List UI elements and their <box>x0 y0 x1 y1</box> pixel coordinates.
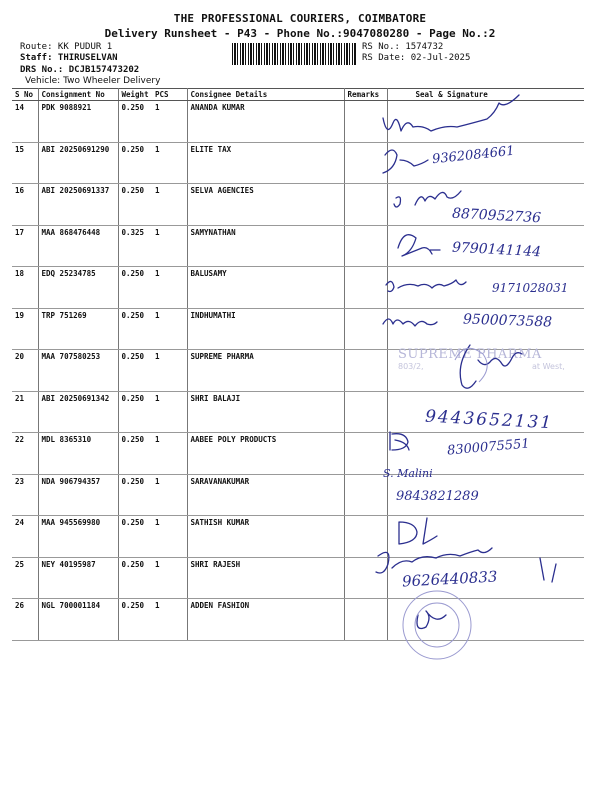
header-remarks: Remarks <box>344 89 387 101</box>
cell-consignment: NGL 700001184 <box>38 599 118 641</box>
cell-pcs: 1 <box>152 599 187 641</box>
handwritten-phone-22: 8300075551 <box>446 436 531 459</box>
handwritten-phone-21: 9443652131 <box>424 406 554 434</box>
cell-pcs: 1 <box>152 184 187 226</box>
handwritten-phone-15: 9362084661 <box>431 143 516 168</box>
route-label: Route: KK PUDUR 1 <box>20 42 113 52</box>
header-pcs: PCS <box>152 89 187 101</box>
table-header-row <box>12 89 584 101</box>
cell-pcs: 1 <box>152 101 187 143</box>
rs-number: RS No.: 1574732 <box>362 42 444 52</box>
cell-weight: 0.250 <box>118 184 152 226</box>
cell-consignee: SUPREME PHARMA <box>187 350 344 392</box>
company-title: THE PROFESSIONAL COURIERS, COIMBATORE <box>173 12 427 25</box>
cell-consignee: ADDEN FASHION <box>187 599 344 641</box>
cell-weight: 0.250 <box>118 308 152 350</box>
table-row <box>12 101 584 143</box>
header-weight: Weight <box>118 89 152 101</box>
cell-sno: 26 <box>12 599 38 641</box>
table-row <box>12 599 584 641</box>
cell-remarks <box>344 557 387 599</box>
cell-consignee: BALUSAMY <box>187 267 344 309</box>
drs-number: DRS No.: DCJB157473202 <box>20 65 140 75</box>
cell-pcs: 1 <box>152 433 187 475</box>
cell-signature <box>387 599 584 641</box>
cell-weight: 0.250 <box>118 350 152 392</box>
cell-remarks <box>344 184 387 226</box>
cell-sno: 16 <box>12 184 38 226</box>
handwritten-phone-23: 9843821289 <box>396 489 479 504</box>
table-row <box>12 557 584 599</box>
cell-remarks <box>344 308 387 350</box>
cell-consignment: NEY 40195987 <box>38 557 118 599</box>
table-row <box>12 474 584 516</box>
cell-consignee: SATHISH KUMAR <box>187 516 344 558</box>
cell-consignee: SHRI RAJESH <box>187 557 344 599</box>
cell-weight: 0.250 <box>118 557 152 599</box>
cell-weight: 0.250 <box>118 516 152 558</box>
handwritten-phone-25: 9626440833 <box>401 567 498 591</box>
cell-pcs: 1 <box>152 516 187 558</box>
cell-sno: 15 <box>12 142 38 184</box>
cell-weight: 0.250 <box>118 142 152 184</box>
cell-sno: 17 <box>12 225 38 267</box>
cell-pcs: 1 <box>152 391 187 433</box>
cell-consignee: SARAVANAKUMAR <box>187 474 344 516</box>
cell-pcs: 1 <box>152 308 187 350</box>
cell-pcs: 1 <box>152 142 187 184</box>
cell-remarks <box>344 225 387 267</box>
cell-consignee: ELITE TAX <box>187 142 344 184</box>
cell-consignment: NDA 906794357 <box>38 474 118 516</box>
cell-sno: 18 <box>12 267 38 309</box>
cell-sno: 19 <box>12 308 38 350</box>
cell-consignment: ABI 20250691290 <box>38 142 118 184</box>
table-row <box>12 516 584 558</box>
cell-consignment: PDK 9088921 <box>38 101 118 143</box>
cell-weight: 0.250 <box>118 391 152 433</box>
cell-consignment: MAA 868476448 <box>38 225 118 267</box>
cell-consignment: ABI 20250691337 <box>38 184 118 226</box>
cell-remarks <box>344 599 387 641</box>
cell-weight: 0.250 <box>118 101 152 143</box>
cell-weight: 0.250 <box>118 599 152 641</box>
handwritten-phone-16: 8870952736 <box>451 205 542 227</box>
cell-pcs: 1 <box>152 350 187 392</box>
cell-sno: 24 <box>12 516 38 558</box>
cell-consignment: MDL 8365310 <box>38 433 118 475</box>
cell-remarks <box>344 433 387 475</box>
cell-pcs: 1 <box>152 225 187 267</box>
stamp-address-left: 803/2, <box>398 362 424 371</box>
cell-signature <box>387 516 584 558</box>
cell-sno: 20 <box>12 350 38 392</box>
cell-remarks <box>344 267 387 309</box>
cell-sno: 22 <box>12 433 38 475</box>
cell-remarks <box>344 350 387 392</box>
stamp-supreme-pharma: SUPREME PHARMA <box>398 347 542 362</box>
staff-label: Staff: THIRUSELVAN <box>20 53 118 63</box>
cell-consignee: INDHUMATHI <box>187 308 344 350</box>
cell-signature <box>387 101 584 143</box>
cell-weight: 0.250 <box>118 267 152 309</box>
handwritten-name-23: S. Malini <box>383 467 433 480</box>
cell-pcs: 1 <box>152 267 187 309</box>
cell-sno: 21 <box>12 391 38 433</box>
cell-sno: 14 <box>12 101 38 143</box>
stamp-address-right: at West, <box>532 362 565 371</box>
cell-remarks <box>344 474 387 516</box>
cell-remarks <box>344 391 387 433</box>
handwritten-phone-17: 9790141144 <box>451 239 542 261</box>
runsheet-title: Delivery Runsheet - P43 - Phone No.:9047080280 - Page No.:2 <box>104 27 496 40</box>
cell-consignment: EDQ 25234785 <box>38 267 118 309</box>
cell-consignee: SHRI BALAJI <box>187 391 344 433</box>
cell-remarks <box>344 142 387 184</box>
rs-date: RS Date: 02-Jul-2025 <box>362 53 471 63</box>
cell-weight: 0.325 <box>118 225 152 267</box>
runsheet-table <box>12 88 584 641</box>
handwritten-phone-19: 9500073588 <box>462 311 553 331</box>
cell-consignment: TRP 751269 <box>38 308 118 350</box>
barcode <box>232 43 357 65</box>
cell-sno: 25 <box>12 557 38 599</box>
handwritten-phone-18: 9171028031 <box>492 281 569 295</box>
header-seal: Seal & Signature <box>387 89 584 101</box>
header-sno: S No <box>12 89 38 101</box>
cell-consignment: ABI 20250691342 <box>38 391 118 433</box>
cell-weight: 0.250 <box>118 474 152 516</box>
header-consignment: Consignment No <box>38 89 118 101</box>
cell-sno: 23 <box>12 474 38 516</box>
cell-consignee: SELVA AGENCIES <box>187 184 344 226</box>
cell-remarks <box>344 101 387 143</box>
header-consignee: Consignee Details <box>187 89 344 101</box>
cell-consignment: MAA 707580253 <box>38 350 118 392</box>
cell-consignee: SAMYNATHAN <box>187 225 344 267</box>
vehicle-label: Vehicle: Two Wheeler Delivery <box>25 76 161 86</box>
cell-pcs: 1 <box>152 474 187 516</box>
cell-consignee: AABEE POLY PRODUCTS <box>187 433 344 475</box>
cell-weight: 0.250 <box>118 433 152 475</box>
cell-consignment: MAA 945569980 <box>38 516 118 558</box>
cell-consignee: ANANDA KUMAR <box>187 101 344 143</box>
cell-remarks <box>344 516 387 558</box>
cell-pcs: 1 <box>152 557 187 599</box>
